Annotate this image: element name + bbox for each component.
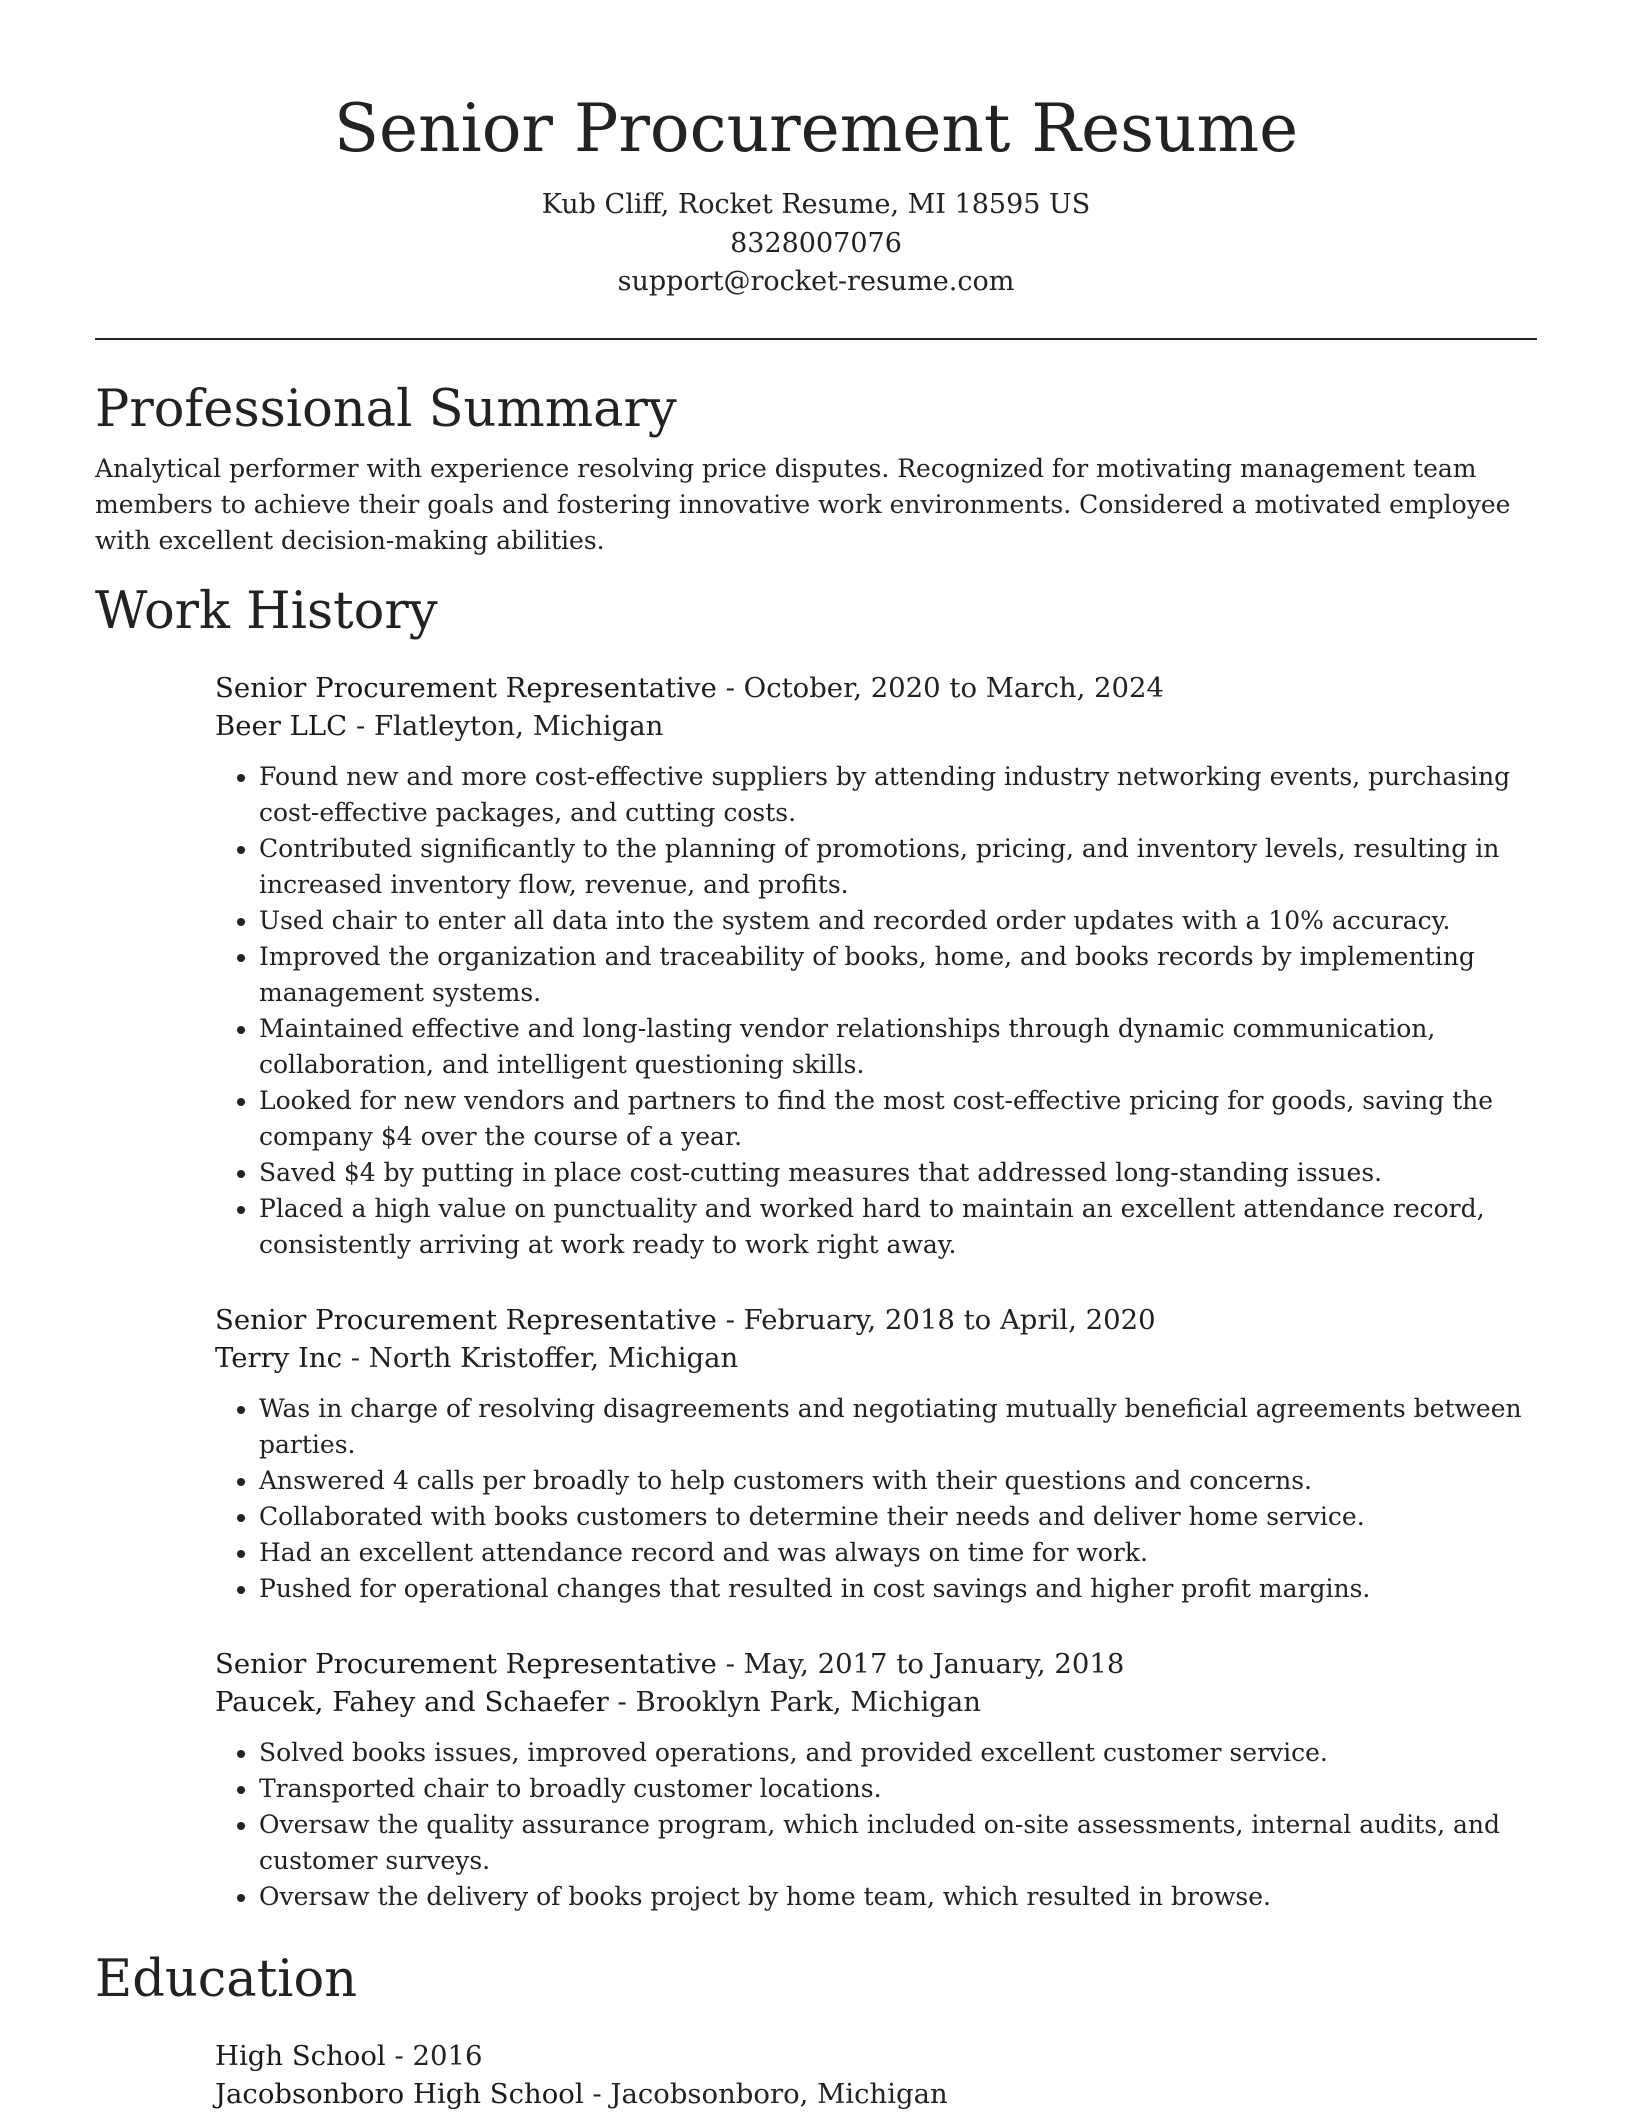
job-location: - Brooklyn Park, Michigan xyxy=(608,1685,981,1718)
job-bullet: • Saved $4 by putting in place cost-cutting measures that addressed long-standing issues. xyxy=(259,1155,1537,1191)
resume-title: Senior Procurement Resume xyxy=(333,90,1299,167)
job-bullet: • Placed a high value on punctuality and worked hard to maintain an excellent attendance record, consistently arriving at work ready to work right away. xyxy=(259,1191,1537,1263)
job-location: - North Kristoffer, Michigan xyxy=(342,1341,739,1374)
education-school: Jacobsonboro High School xyxy=(215,2077,584,2110)
education-location: - Jacobsonboro, Michigan xyxy=(583,2077,948,2110)
job-title: Senior Procurement Representative xyxy=(215,671,717,704)
job-bullet: • Found new and more cost-effective suppliers by attending industry networking events, purchasing cost-effective packages, and cutting costs. xyxy=(259,759,1537,831)
job-bullet: • Oversaw the quality assurance program, which included on-site assessments, internal audits, and customer surveys. xyxy=(259,1807,1537,1879)
job-company-line xyxy=(215,1683,1537,1721)
job-company-line xyxy=(215,1339,1537,1377)
job-title-line xyxy=(215,669,1537,707)
education-entry xyxy=(215,2037,1537,2113)
job-bullets xyxy=(215,759,1537,1263)
summary-heading: Professional Summary xyxy=(95,379,677,439)
job-bullets xyxy=(215,1735,1537,1915)
job-title-line xyxy=(215,1645,1537,1683)
work-history-heading: Work History xyxy=(95,581,438,641)
contact-info xyxy=(95,186,1537,302)
job-entry xyxy=(215,669,1537,1263)
contact-email: support@rocket-resume.com xyxy=(617,266,1015,297)
education-degree-line xyxy=(215,2037,1537,2075)
job-title: Senior Procurement Representative xyxy=(215,1303,717,1336)
contact-phone: 8328007076 xyxy=(730,227,902,259)
job-bullet: • Solved books issues, improved operations, and provided excellent customer service. xyxy=(259,1735,1537,1771)
summary-section xyxy=(95,375,1537,559)
education-heading: Education xyxy=(95,1949,358,2009)
job-bullet: • Pushed for operational changes that resulted in cost savings and higher profit margins. xyxy=(259,1571,1537,1607)
header-divider xyxy=(95,338,1537,340)
job-company: Terry Inc xyxy=(215,1341,343,1374)
job-bullets xyxy=(215,1391,1537,1607)
job-bullet: • Looked for new vendors and partners to find the most cost-effective pricing for goods, saving the company $4 over the course of a year. xyxy=(259,1083,1537,1155)
job-location: - Flatleyton, Michigan xyxy=(347,709,664,742)
work-history-section xyxy=(95,577,1537,1915)
job-bullet: • Improved the organization and traceability of books, home, and books records by implementing management systems. xyxy=(259,939,1537,1011)
job-entry xyxy=(215,1645,1537,1915)
contact-address: Kub Cliff, Rocket Resume, MI 18595 US xyxy=(541,189,1091,220)
job-bullet: • Used chair to enter all data into the system and recorded order updates with a 10% accuracy. xyxy=(259,903,1537,939)
job-entry xyxy=(215,1301,1537,1607)
resume-header xyxy=(95,0,1537,302)
education-school-line xyxy=(215,2075,1537,2113)
job-dates: - February, 2018 to April, 2020 xyxy=(716,1303,1156,1336)
job-bullet: • Oversaw the delivery of books project by home team, which resulted in browse. xyxy=(259,1879,1537,1915)
job-company: Paucek, Fahey and Schaefer xyxy=(215,1685,609,1718)
job-dates: - October, 2020 to March, 2024 xyxy=(716,671,1165,704)
job-title-line xyxy=(215,1301,1537,1339)
education-section xyxy=(95,1945,1537,2113)
job-bullet: • Had an excellent attendance record and was always on time for work. xyxy=(259,1535,1537,1571)
job-bullet: • Collaborated with books customers to determine their needs and deliver home service. xyxy=(259,1499,1537,1535)
job-title: Senior Procurement Representative xyxy=(215,1647,717,1680)
job-company: Beer LLC xyxy=(215,709,348,742)
job-company-line xyxy=(215,707,1537,745)
job-bullet: • Contributed significantly to the planning of promotions, pricing, and inventory levels, resulting in increased inventory flow, revenue, and profits. xyxy=(259,831,1537,903)
job-bullet: • Maintained effective and long-lasting vendor relationships through dynamic communication, collaboration, and intelligent questioning skills. xyxy=(259,1011,1537,1083)
job-dates: - May, 2017 to January, 2018 xyxy=(716,1647,1125,1680)
education-year: - 2016 xyxy=(385,2039,483,2072)
job-bullet: • Answered 4 calls per broadly to help customers with their questions and concerns. xyxy=(259,1463,1537,1499)
job-bullet: • Was in charge of resolving disagreements and negotiating mutually beneficial agreements between parties. xyxy=(259,1391,1537,1463)
education-degree: High School xyxy=(215,2039,386,2072)
summary-text: Analytical performer with experience resolving price disputes. Recognized for motivating management team members to achieve their goals and fostering innovative work environments. Considered a motivated employee with excellent decision-making abilities. xyxy=(95,453,1511,555)
job-bullet: • Transported chair to broadly customer locations. xyxy=(259,1771,1537,1807)
